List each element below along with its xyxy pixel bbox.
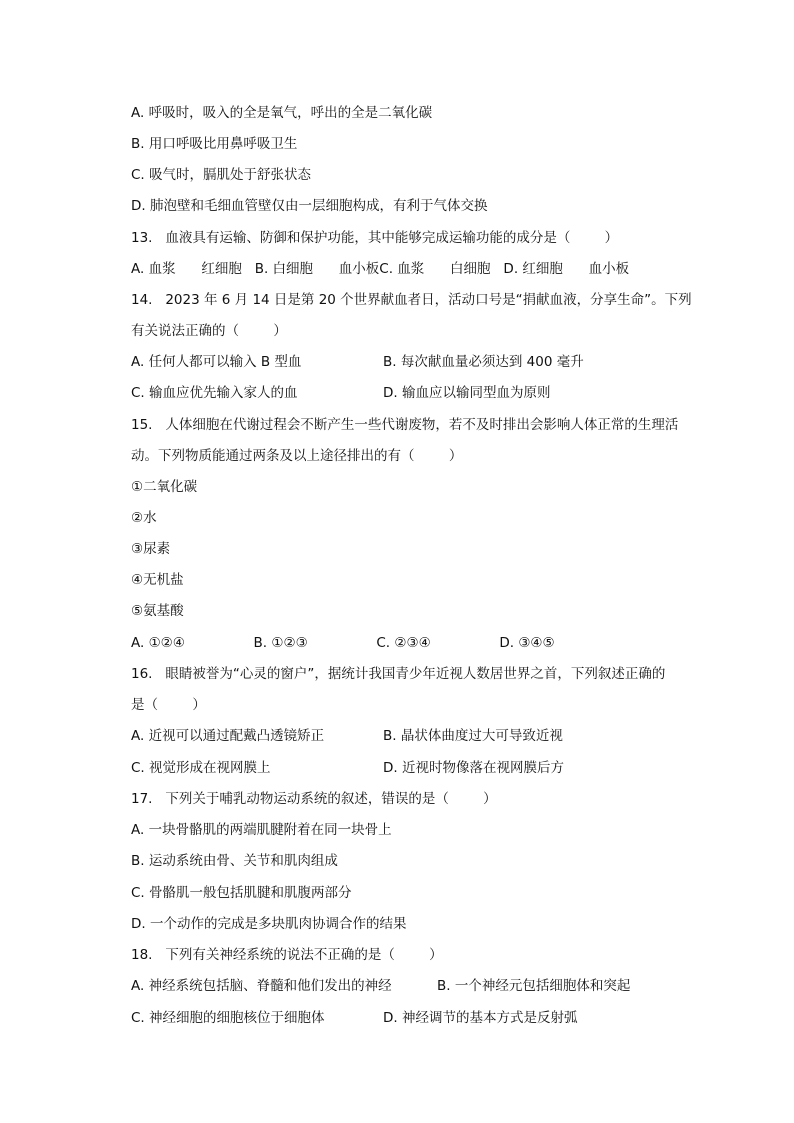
q15-item: ①二氧化碳	[131, 479, 198, 495]
q16-stem-line1: 16. 眼睛被誉为“心灵的窗户”，据统计我国青少年近视人数居世界之首，下列叙述正确的	[131, 666, 666, 682]
q16-option-b: B. 晶状体曲度过大可导致近视	[383, 728, 563, 744]
q18-stem: 18. 下列有关神经系统的说法不正确的是（ ）	[131, 947, 443, 963]
q16-option-c: C. 视觉形成在视网膜上	[131, 760, 271, 776]
q17-option-d: D. 一个动作的完成是多块肌肉协调合作的结果	[131, 916, 407, 932]
q14-option-b: B. 每次献血量必须达到 400 毫升	[383, 354, 584, 370]
q15-options: A. ①②④ B. ①②③ C. ②③④ D. ③④⑤	[131, 635, 555, 651]
q15-item: ⑤氨基酸	[131, 603, 184, 619]
q14-option-c: C. 输血应优先输入家人的血	[131, 385, 298, 401]
q12-option-a: A. 呼吸时，吸入的全是氧气，呼出的全是二氧化碳	[131, 105, 433, 121]
q18-option-b: B. 一个神经元包括细胞体和突起	[437, 978, 631, 994]
q14-stem-line1: 14. 2023 年 6 月 14 日是第 20 个世界献血者日，活动口号是“捐献血液，分享生命”。下列	[131, 292, 692, 308]
q18-option-c: C. 神经细胞的细胞核位于细胞体	[131, 1010, 325, 1026]
q16-stem-line2: 是（ ）	[131, 697, 206, 713]
q15-stem-line2: 动。下列物质能通过两条及以上途径排出的有（ ）	[131, 448, 463, 464]
q17-stem: 17. 下列关于哺乳动物运动系统的叙述，错误的是（ ）	[131, 791, 497, 807]
q15-item: ②水	[131, 510, 157, 526]
q12-option-c: C. 吸气时，膈肌处于舒张状态	[131, 167, 312, 183]
q14-stem-line2: 有关说法正确的（ ）	[131, 323, 287, 339]
q12-option-d: D. 肺泡壁和毛细血管壁仅由一层细胞构成，有利于气体交换	[131, 198, 488, 214]
q14-option-a: A. 任何人都可以输入 B 型血	[131, 354, 302, 370]
q18-option-d: D. 神经调节的基本方式是反射弧	[383, 1010, 578, 1026]
q18-option-a: A. 神经系统包括脑、脊髓和他们发出的神经	[131, 978, 392, 994]
q16-option-d: D. 近视时物像落在视网膜后方	[383, 760, 564, 776]
q15-item: ③尿素	[131, 541, 171, 557]
q13-options: A. 血浆 红细胞 B. 白细胞 血小板C. 血浆 白细胞 D. 红细胞 血小板	[131, 261, 630, 277]
q17-option-a: A. 一块骨骼肌的两端肌腱附着在同一块骨上	[131, 822, 392, 838]
q16-option-a: A. 近视可以通过配戴凸透镜矫正	[131, 728, 325, 744]
q15-item: ④无机盐	[131, 572, 184, 588]
q14-option-d: D. 输血应以输同型血为原则	[383, 385, 551, 401]
q17-option-b: B. 运动系统由骨、关节和肌肉组成	[131, 853, 338, 869]
q13-stem: 13. 血液具有运输、防御和保护功能，其中能够完成运输功能的成分是（ ）	[131, 230, 619, 246]
q15-stem-line1: 15. 人体细胞在代谢过程会不断产生一些代谢废物，若不及时排出会影响人体正常的生理活	[131, 417, 679, 433]
q17-option-c: C. 骨骼肌一般包括肌腱和肌腹两部分	[131, 885, 352, 901]
q12-option-b: B. 用口呼吸比用鼻呼吸卫生	[131, 136, 298, 152]
